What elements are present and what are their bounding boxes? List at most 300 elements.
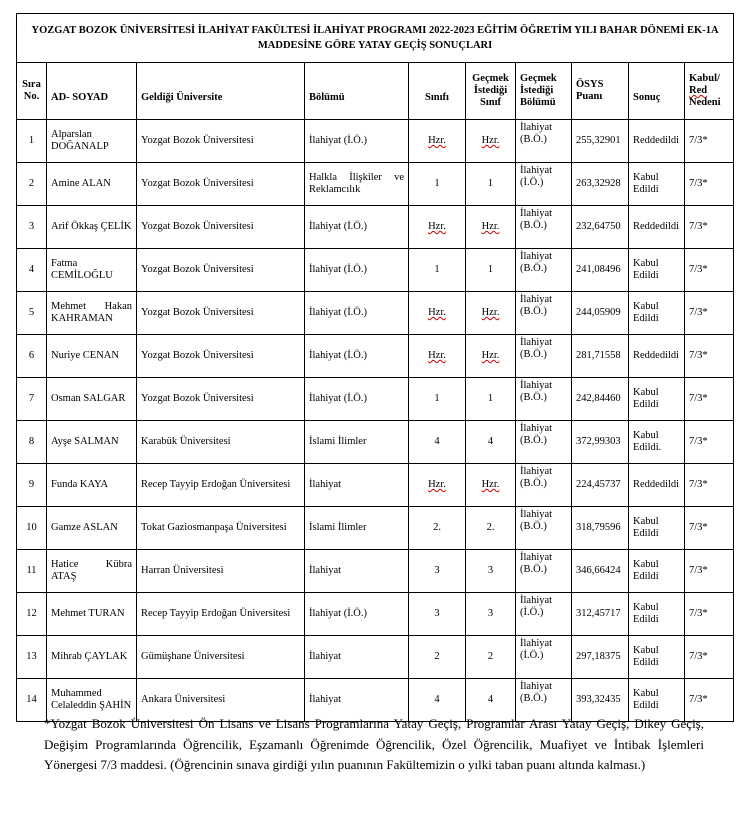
gecmek-bolum-line-1: İlahiyat — [520, 337, 553, 348]
sonuc-text: Reddedildi — [633, 350, 680, 361]
cell-universite — [137, 206, 305, 249]
ad-line-2: CEMİLOĞLU — [51, 270, 113, 281]
table-row — [17, 249, 734, 292]
bolum-text: İlahiyat — [309, 694, 342, 705]
universite-text: Yozgat Bozok Üniversitesi — [141, 135, 254, 146]
osys-puan-text: 232,64750 — [576, 221, 621, 232]
table-row — [17, 378, 734, 421]
cell-bolum — [305, 120, 409, 163]
bolum-line-2: Reklamcılık — [309, 184, 361, 195]
sinif-text: Hzr. — [428, 135, 446, 146]
sonuc-line-1: Kabul — [633, 688, 659, 699]
cell-neden — [685, 249, 734, 292]
cell-osys-puani — [572, 120, 629, 163]
gecmek-sinif-text: 4 — [487, 436, 494, 447]
gecmek-bolum-line-2: (B.Ö.) — [520, 435, 547, 446]
cell-bolum — [305, 335, 409, 378]
cell-gecmek-sinif — [466, 593, 516, 636]
neden-text: 7/3* — [689, 651, 708, 662]
cell-universite — [137, 249, 305, 292]
cell-sira-no — [17, 550, 47, 593]
cell-universite — [137, 163, 305, 206]
ad-line-2: Celaleddin ŞAHİN — [51, 700, 132, 711]
sira-no: 10 — [26, 522, 37, 533]
sira-no: 5 — [28, 307, 35, 318]
cell-gecmek-bolum — [516, 163, 572, 206]
neden-text: 7/3* — [689, 565, 708, 576]
cell-osys-puani — [572, 507, 629, 550]
gecmek-bolum-line-2: (B.Ö.) — [520, 263, 547, 274]
cell-ad-soyad — [47, 378, 137, 421]
header-neden-line-1: Kabul/ — [689, 73, 720, 84]
cell-universite — [137, 335, 305, 378]
universite-text: Yozgat Bozok Üniversitesi — [141, 221, 254, 232]
ad-line-2: ATAŞ — [51, 571, 77, 582]
cell-sinif — [409, 206, 466, 249]
cell-bolum — [305, 206, 409, 249]
cell-ad-soyad — [47, 249, 137, 292]
sonuc-line-2: Edildi — [633, 313, 659, 324]
osys-puan-text: 372,99303 — [576, 436, 621, 447]
gecmek-bolum-line-1: İlahiyat — [520, 638, 553, 649]
gecmek-bolum-line-2: (B.Ö.) — [520, 478, 547, 489]
neden-text: 7/3* — [689, 350, 708, 361]
cell-osys-puani — [572, 249, 629, 292]
ad-line-1: Amine ALAN — [51, 178, 111, 189]
osys-puan-text: 297,18375 — [576, 651, 621, 662]
sonuc-line-1: Kabul — [633, 301, 659, 312]
cell-sonuc — [629, 163, 685, 206]
cell-gecmek-bolum — [516, 120, 572, 163]
universite-text: Recep Tayyip Erdoğan Üniversitesi — [141, 608, 291, 619]
header-gbolum-line-3: Bölümü — [520, 97, 556, 108]
gecmek-bolum-line-1: İlahiyat — [520, 423, 553, 434]
header-sira-line-1: Sıra — [22, 79, 41, 90]
sinif-text: Hzr. — [428, 350, 446, 361]
sinif-text: Hzr. — [428, 307, 446, 318]
universite-text: Karabük Üniversitesi — [141, 436, 231, 447]
cell-bolum — [305, 464, 409, 507]
bolum-text: İlahiyat — [309, 565, 342, 576]
header-neden-line-3: Nedeni — [689, 97, 721, 108]
gecmek-sinif-text: 3 — [487, 608, 494, 619]
gecmek-bolum-line-1: İlahiyat — [520, 552, 553, 563]
gecmek-bolum-line-1: İlahiyat — [520, 165, 553, 176]
table-title-row — [17, 14, 734, 63]
ad-line-2: KAHRAMAN — [51, 313, 113, 324]
cell-sinif — [409, 378, 466, 421]
ad-line-1: Muhammed — [51, 688, 102, 699]
header-sira-no — [17, 63, 47, 120]
sonuc-line-1: Kabul — [633, 430, 659, 441]
bolum-text: İlahiyat (İ.Ö.) — [309, 264, 368, 275]
cell-bolum — [305, 636, 409, 679]
sonuc-line-1: Kabul — [633, 559, 659, 570]
gecmek-sinif-text: Hzr. — [481, 135, 500, 146]
table-row — [17, 550, 734, 593]
ad-line-1: Hatice Kübra — [51, 559, 132, 570]
cell-sonuc — [629, 636, 685, 679]
cell-neden — [685, 163, 734, 206]
cell-neden — [685, 292, 734, 335]
header-gsinif-line-3: Sınıf — [479, 97, 501, 108]
cell-sira-no — [17, 249, 47, 292]
neden-text: 7/3* — [689, 522, 708, 533]
sinif-text: 4 — [434, 694, 440, 705]
cell-osys-puani — [572, 636, 629, 679]
osys-puan-text: 224,45737 — [576, 479, 621, 490]
osys-puan-text: 242,84460 — [576, 393, 621, 404]
universite-text: Yozgat Bozok Üniversitesi — [141, 393, 254, 404]
sira-no: 13 — [26, 651, 37, 662]
cell-sinif — [409, 550, 466, 593]
cell-sira-no — [17, 593, 47, 636]
cell-bolum — [305, 378, 409, 421]
cell-bolum — [305, 249, 409, 292]
universite-text: Gümüşhane Üniversitesi — [141, 651, 245, 662]
cell-osys-puani — [572, 378, 629, 421]
ad-line-1: Mehmet TURAN — [51, 608, 125, 619]
gecmek-sinif-text: 1 — [487, 393, 494, 404]
cell-gecmek-sinif — [466, 378, 516, 421]
cell-gecmek-sinif — [466, 292, 516, 335]
cell-sira-no — [17, 120, 47, 163]
gecmek-sinif-text: Hzr. — [481, 221, 500, 232]
cell-neden — [685, 421, 734, 464]
ad-line-1: Nuriye CENAN — [51, 350, 119, 361]
ad-line-1: Gamze ASLAN — [51, 522, 118, 533]
cell-bolum — [305, 421, 409, 464]
cell-ad-soyad — [47, 206, 137, 249]
cell-neden — [685, 464, 734, 507]
cell-bolum — [305, 550, 409, 593]
gecmek-sinif-text: 2. — [486, 522, 495, 533]
cell-neden — [685, 120, 734, 163]
gecmek-bolum-line-2: (B.Ö.) — [520, 306, 547, 317]
osys-puan-text: 281,71558 — [576, 350, 621, 361]
cell-osys-puani — [572, 593, 629, 636]
ad-line-1: Fatma — [51, 258, 78, 269]
universite-text: Yozgat Bozok Üniversitesi — [141, 178, 254, 189]
sonuc-line-2: Edildi — [633, 184, 659, 195]
gecmek-bolum-line-2: (İ.Ö.) — [520, 177, 544, 188]
table-title — [17, 14, 734, 63]
cell-universite — [137, 550, 305, 593]
sinif-text: Hzr. — [428, 479, 446, 490]
cell-gecmek-bolum — [516, 464, 572, 507]
sonuc-line-1: Kabul — [633, 258, 659, 269]
sonuc-line-1: Kabul — [633, 602, 659, 613]
cell-gecmek-sinif — [466, 507, 516, 550]
bolum-text: İslami İlimler — [309, 522, 367, 533]
cell-universite — [137, 464, 305, 507]
universite-text: Yozgat Bozok Üniversitesi — [141, 350, 254, 361]
osys-puan-text: 244,05909 — [576, 307, 621, 318]
cell-ad-soyad — [47, 507, 137, 550]
gecmek-bolum-line-1: İlahiyat — [520, 294, 553, 305]
gecmek-bolum-line-1: İlahiyat — [520, 208, 553, 219]
gecmek-sinif-text: Hzr. — [481, 479, 500, 490]
cell-ad-soyad — [47, 335, 137, 378]
sira-no: 11 — [26, 565, 37, 576]
header-universite — [137, 63, 305, 120]
header-neden-line-2: Red — [689, 85, 708, 96]
table-body — [17, 120, 734, 722]
cell-sira-no — [17, 206, 47, 249]
title-line-1: YOZGAT BOZOK ÜNİVERSİTESİ İLAHİYAT FAKÜLTESİ İLAHİYAT PROGRAMI 2022-2023 EĞİTİM ÖĞRETİM YILI BAHAR DÖNEMİ EK-1A — [31, 25, 719, 36]
sonuc-text: Reddedildi — [633, 221, 680, 232]
cell-neden — [685, 550, 734, 593]
table-header-row — [17, 63, 734, 120]
results-document — [16, 13, 733, 722]
cell-ad-soyad — [47, 163, 137, 206]
gecmek-sinif-text: Hzr. — [481, 350, 500, 361]
neden-text: 7/3* — [689, 608, 708, 619]
neden-text: 7/3* — [689, 694, 708, 705]
bolum-line-1: Halkla İlişkiler ve — [309, 172, 404, 183]
cell-sinif — [409, 593, 466, 636]
sira-no: 14 — [26, 694, 37, 705]
cell-universite — [137, 378, 305, 421]
cell-gecmek-sinif — [466, 120, 516, 163]
gecmek-sinif-text: 4 — [487, 694, 494, 705]
sinif-text: 1 — [434, 393, 440, 404]
sonuc-line-2: Edildi — [633, 528, 659, 539]
universite-text: Ankara Üniversitesi — [141, 694, 226, 705]
bolum-text: İlahiyat (İ.Ö.) — [309, 393, 368, 404]
cell-universite — [137, 421, 305, 464]
cell-sira-no — [17, 464, 47, 507]
cell-sonuc — [629, 120, 685, 163]
cell-gecmek-bolum — [516, 249, 572, 292]
neden-text: 7/3* — [689, 135, 708, 146]
cell-neden — [685, 593, 734, 636]
sonuc-text: Reddedildi — [633, 135, 680, 146]
cell-sira-no — [17, 378, 47, 421]
cell-gecmek-sinif — [466, 249, 516, 292]
cell-universite — [137, 292, 305, 335]
table-row — [17, 593, 734, 636]
cell-neden — [685, 507, 734, 550]
bolum-text: İlahiyat — [309, 651, 342, 662]
gecmek-sinif-text: 3 — [487, 565, 494, 576]
header-bolum — [305, 63, 409, 120]
cell-gecmek-sinif — [466, 464, 516, 507]
gecmek-sinif-text: Hzr. — [481, 307, 500, 318]
cell-bolum — [305, 292, 409, 335]
header-bolum-label: Bölümü — [309, 92, 345, 103]
sira-no: 9 — [28, 479, 35, 490]
sonuc-line-1: Kabul — [633, 172, 659, 183]
sinif-text: 3 — [434, 608, 440, 619]
sonuc-line-2: Edildi — [633, 571, 659, 582]
ad-line-1: Funda KAYA — [51, 479, 109, 490]
footnote: *Yozgat Bozok Üniversitesi Ön Lisans ve Lisans Programlarına Yatay Geçiş, Programlar Arası Yatay Geçiş, Dikey Geçiş, Değişim Programlarında Öğrencilik, Eşzamanlı Öğrenimde Öğrencilik, Özel Öğrencilik, Muafiyet ve İntibak İşlemleri Yönergesi 7/3 maddesi. (Öğrencinin sınava girdiği yılın puanının Fakültemizin o yılki taban puanı altında kalması.) — [44, 716, 704, 772]
cell-sinif — [409, 464, 466, 507]
cell-gecmek-bolum — [516, 378, 572, 421]
osys-puan-text: 241,08496 — [576, 264, 621, 275]
cell-neden — [685, 636, 734, 679]
cell-osys-puani — [572, 335, 629, 378]
gecmek-bolum-line-2: (İ.Ö.) — [520, 607, 544, 618]
cell-sira-no — [17, 636, 47, 679]
cell-sonuc — [629, 292, 685, 335]
table-row — [17, 507, 734, 550]
sonuc-line-2: Edildi — [633, 614, 659, 625]
cell-osys-puani — [572, 163, 629, 206]
table-row — [17, 421, 734, 464]
gecmek-bolum-line-2: (B.Ö.) — [520, 521, 547, 532]
cell-neden — [685, 335, 734, 378]
header-gecmek-sinif — [466, 63, 516, 120]
cell-ad-soyad — [47, 292, 137, 335]
cell-gecmek-sinif — [466, 163, 516, 206]
gecmek-bolum-line-1: İlahiyat — [520, 122, 553, 133]
cell-osys-puani — [572, 206, 629, 249]
cell-osys-puani — [572, 464, 629, 507]
header-sinif-label: Sınıfı — [425, 92, 449, 103]
cell-sonuc — [629, 593, 685, 636]
cell-bolum — [305, 163, 409, 206]
cell-sonuc — [629, 421, 685, 464]
sinif-text: 2. — [433, 522, 441, 533]
ad-line-1: Osman SALGAR — [51, 393, 126, 404]
header-sonuc-label: Sonuç — [633, 92, 661, 103]
header-osys-line-1: ÖSYS — [576, 79, 604, 90]
cell-sonuc — [629, 378, 685, 421]
ad-line-1: Ayşe SALMAN — [51, 436, 119, 447]
sonuc-line-1: Kabul — [633, 516, 659, 527]
sonuc-line-1: Kabul — [633, 645, 659, 656]
cell-ad-soyad — [47, 120, 137, 163]
neden-text: 7/3* — [689, 221, 708, 232]
cell-sira-no — [17, 335, 47, 378]
cell-sinif — [409, 163, 466, 206]
cell-osys-puani — [572, 550, 629, 593]
gecmek-sinif-text: 2 — [487, 651, 494, 662]
cell-gecmek-bolum — [516, 636, 572, 679]
header-osys-line-2: Puanı — [576, 91, 603, 102]
cell-ad-soyad — [47, 421, 137, 464]
sira-no: 3 — [28, 221, 35, 232]
header-gbolum-line-1: Geçmek — [520, 73, 557, 84]
gecmek-bolum-line-1: İlahiyat — [520, 466, 553, 477]
ad-line-2: DOĞANALP — [51, 141, 109, 152]
neden-text: 7/3* — [689, 479, 708, 490]
sonuc-text: Reddedildi — [633, 479, 680, 490]
gecmek-bolum-line-1: İlahiyat — [520, 595, 553, 606]
cell-sinif — [409, 120, 466, 163]
table-row — [17, 206, 734, 249]
gecmek-sinif-text: 1 — [487, 178, 494, 189]
universite-text: Harran Üniversitesi — [141, 565, 224, 576]
universite-text: Recep Tayyip Erdoğan Üniversitesi — [141, 479, 291, 490]
cell-sonuc — [629, 249, 685, 292]
sonuc-line-2: Edildi — [633, 399, 659, 410]
sira-no: 6 — [28, 350, 35, 361]
cell-sinif — [409, 421, 466, 464]
cell-gecmek-sinif — [466, 636, 516, 679]
gecmek-bolum-line-2: (B.Ö.) — [520, 220, 547, 231]
osys-puan-text: 255,32901 — [576, 135, 621, 146]
cell-sinif — [409, 292, 466, 335]
bolum-text: İlahiyat (İ.Ö.) — [309, 221, 368, 232]
sinif-text: 1 — [434, 178, 440, 189]
cell-sonuc — [629, 550, 685, 593]
cell-sinif — [409, 249, 466, 292]
cell-gecmek-bolum — [516, 421, 572, 464]
gecmek-bolum-line-2: (İ.Ö.) — [520, 650, 544, 661]
neden-text: 7/3* — [689, 307, 708, 318]
cell-sinif — [409, 507, 466, 550]
osys-puan-text: 318,79596 — [576, 522, 621, 533]
bolum-text: İlahiyat (İ.Ö.) — [309, 135, 368, 146]
header-sira-line-2: No. — [23, 91, 40, 102]
table-row — [17, 464, 734, 507]
table-row — [17, 163, 734, 206]
cell-sira-no — [17, 421, 47, 464]
cell-sonuc — [629, 335, 685, 378]
header-sonuc — [629, 63, 685, 120]
cell-sinif — [409, 335, 466, 378]
cell-ad-soyad — [47, 550, 137, 593]
cell-osys-puani — [572, 292, 629, 335]
gecmek-bolum-line-2: (B.Ö.) — [520, 134, 547, 145]
cell-gecmek-sinif — [466, 550, 516, 593]
cell-ad-soyad — [47, 593, 137, 636]
cell-bolum — [305, 593, 409, 636]
cell-neden — [685, 378, 734, 421]
table-row — [17, 636, 734, 679]
bolum-text: İslami İlimler — [309, 436, 367, 447]
gecmek-bolum-line-1: İlahiyat — [520, 509, 553, 520]
cell-gecmek-bolum — [516, 550, 572, 593]
ad-line-1: Mehmet Hakan — [51, 301, 132, 312]
cell-sonuc — [629, 206, 685, 249]
sinif-text: 4 — [434, 436, 440, 447]
cell-sira-no — [17, 292, 47, 335]
ad-line-1: Alparslan — [51, 129, 92, 140]
bolum-text: İlahiyat — [309, 479, 342, 490]
cell-gecmek-bolum — [516, 593, 572, 636]
universite-text: Yozgat Bozok Üniversitesi — [141, 264, 254, 275]
cell-gecmek-bolum — [516, 507, 572, 550]
header-kabul-red-nedeni — [685, 63, 734, 120]
sira-no: 7 — [28, 393, 35, 404]
neden-text: 7/3* — [689, 264, 708, 275]
cell-sonuc — [629, 507, 685, 550]
cell-gecmek-sinif — [466, 335, 516, 378]
table-row — [17, 335, 734, 378]
universite-text: Tokat Gaziosmanpaşa Üniversitesi — [141, 522, 287, 533]
sira-no: 12 — [26, 608, 37, 619]
header-gecmek-bolum — [516, 63, 572, 120]
cell-ad-soyad — [47, 636, 137, 679]
sira-no: 4 — [28, 264, 35, 275]
header-gsinif-line-1: Geçmek — [472, 73, 509, 84]
sonuc-line-1: Kabul — [633, 387, 659, 398]
header-universite-label: Geldiği Üniversite — [141, 92, 223, 103]
osys-puan-text: 263,32928 — [576, 178, 621, 189]
cell-universite — [137, 507, 305, 550]
header-gbolum-line-2: İstediği — [520, 85, 554, 96]
cell-osys-puani — [572, 421, 629, 464]
cell-universite — [137, 120, 305, 163]
gecmek-bolum-line-2: (B.Ö.) — [520, 392, 547, 403]
ad-line-1: Arif Ökkaş ÇELİK — [51, 221, 132, 232]
sonuc-line-2: Edildi — [633, 270, 659, 281]
osys-puan-text: 312,45717 — [576, 608, 621, 619]
